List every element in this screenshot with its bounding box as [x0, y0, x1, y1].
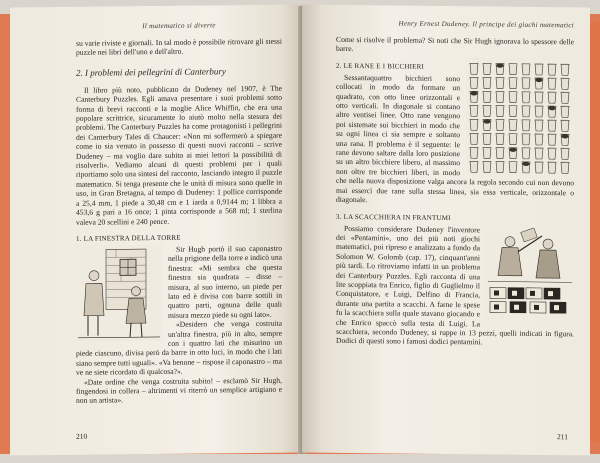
- glass: [535, 120, 543, 131]
- glass: [483, 161, 491, 172]
- problem-1-text-1: Sir Hugh portò il suo caponastro nella prigione della torre e indicò una finestra: «Mi sembra che questa finestra sia quadrata – disse – misura, al suo interno, un piede per lato ed è divisa con barre sottili in quattro parti, ognuna delle quali misura mezzo piede su ogni lato».: [168, 243, 282, 320]
- glass: [535, 162, 543, 173]
- glass: [548, 120, 556, 131]
- problem-3-text: Possiamo considerare Dudeney l'inventore dei «Pentamini», uno dei più noti giochi matematici, poi ripreso e analizzato a fondo da Solomon W. Golomb (cap. 17), cinquant'anni più tardi. Lo ritroviamo infatti in un problema dei Canterbury Puzzles. Egli racconta di una lite scoppiata tra Enrico, figlio di Guglielmo il Conquistatore, e Luigi, Delfino di Francia, durante una partita a scacchi. A farne le spese fu la scacchiera sulla quale stavano giocando e che Enrico spaccò sulla testa di Luigi. La scacchiera, secondo Dudeney, si ruppe in 13 pezzi, quelli indicati in figura. Dodici di questi sono i famosi dodici pentamini.: [336, 223, 574, 347]
- glass: [470, 147, 478, 158]
- glass: [522, 106, 530, 117]
- glass: [509, 63, 517, 74]
- left-page: [10, 4, 302, 455]
- frogs-and-glasses-grid: [466, 57, 574, 176]
- glass: [470, 105, 478, 116]
- glass: [509, 133, 517, 144]
- left-running-head: Il matematico si diverte: [142, 21, 216, 31]
- glass: [561, 148, 569, 159]
- glass: [509, 91, 517, 102]
- question-text: Come si risolve il problema? Si noti che Sir Hugh ignorava lo spessore delle barre.: [336, 34, 574, 54]
- problem-2-text: Sessantaquattro bicchieri sono collocati in modo da formare un quadrato, con otto linee orizzontali e otto verticali. In diagonale si contano altre ventisei linee. Otto rane vengono poi sistemate sui bicchieri in modo che su ogni linea ci sia sempre e soltanto una rana. Il problema è il seguente: le rane devono saltare dalla loro posizione su un altro bicchiere libero, al massimo non oltre tre bicchieri liberi, in modo che nella nuova disposizione valga ancora la regola secondo cui non devono mai essercì due rane sulla stessa linea, sia essa verticale, orizzontale o diagonale.: [336, 72, 574, 205]
- glass: [561, 78, 569, 89]
- glass: [548, 148, 556, 159]
- chessboard-square: [530, 290, 535, 295]
- glass: [522, 120, 530, 131]
- glass: [561, 92, 569, 103]
- glass: [522, 134, 530, 145]
- right-page: [302, 4, 590, 455]
- glass: [509, 77, 517, 88]
- glass: [496, 147, 504, 158]
- glass: [548, 162, 556, 173]
- glass: [496, 161, 504, 172]
- glass: [509, 119, 517, 130]
- glass: [483, 91, 491, 102]
- glass: [535, 64, 543, 75]
- right-page-number: 211: [557, 432, 568, 442]
- tower-window-illustration: [76, 245, 162, 342]
- right-running-head: Henry Ernest Dudeney. Il principe dei giochi matematici: [398, 19, 574, 30]
- glass: [470, 161, 478, 172]
- glass: [548, 134, 556, 145]
- problem-2-title: 2. LE RANE E I BICCHIERI: [336, 61, 425, 71]
- glass: [496, 91, 504, 102]
- glass: [522, 64, 530, 75]
- glass: [483, 77, 491, 88]
- glass: [470, 77, 478, 88]
- glass: [496, 77, 504, 88]
- chessboard-square: [494, 304, 499, 309]
- section-title: 2. I problemi dei pellegrini di Canterbury: [76, 66, 226, 78]
- chessboard-square: [494, 290, 499, 295]
- glass: [548, 64, 556, 75]
- left-intro-text: su varie riviste e giornali. In tal modo è possibile ritrovare gli stessi puzzle nei libri dell'uno e dell'altro.: [76, 36, 282, 58]
- glass: [483, 63, 491, 74]
- glass: [509, 161, 517, 172]
- section-paragraph: Il libro più noto, pubblicato da Dudeney nel 1907, è The Canterbury Puzzles. Egli amava presentare i suoi problemi sotto forma di brevi racconti e la moglie Alice Whiffin, che era una popolare scrittrice, sicuramente lo aiutò molto nella stesura dei problemi. The Canterbury Puzzles ha come protagonisti i pellegrini dei Canterbury Tales di Chaucer: «Non mi soffermerò a spiegare come io sia venuto in possesso di questi nuovi racconti – scrive Dudeney – ma voglio dare subito ai miei lettori la possibilità di risolverli». Vediamo alcuni di questi problemi per i quali riportiamo solo una sintesi del racconto, lasciando integro il puzzle matematico. Si tenga presente che le unità di misura sono quelle in uso, in Gran Bretagna, al tempo di Dudeney: 1 pollice corrisponde a 25,4 mm, 1 piede a 30,48 cm e 1 iarda a 0,9144 m; 1 libbra a 453,6 g pari a 16 once; 1 pinta corrisponde a 568 ml; 1 sterlina valeva 20 scellini e 240 pence.: [76, 83, 282, 227]
- glass: [522, 92, 530, 103]
- glass: [483, 147, 491, 158]
- glass: [535, 92, 543, 103]
- glass: [561, 162, 569, 173]
- glass: [561, 64, 569, 75]
- glass: [483, 133, 491, 144]
- glass: [483, 105, 491, 116]
- chessboard-square: [548, 291, 553, 296]
- chessboard-square: [512, 290, 517, 295]
- problem-3-title: 3. LA SCACCHIERA IN FRANTUMI: [336, 212, 451, 222]
- glass: [470, 63, 478, 74]
- glass: [522, 148, 530, 159]
- chessboard-square: [554, 305, 559, 310]
- glass: [548, 78, 556, 89]
- glass: [561, 120, 569, 131]
- glass: [535, 148, 543, 159]
- broken-chessboard-illustration: [486, 227, 574, 320]
- glass: [509, 105, 517, 116]
- problem-1-title: 1. LA FINESTRA DELLA TORRE: [76, 233, 181, 243]
- glass: [496, 133, 504, 144]
- left-page-number: 210: [76, 431, 88, 441]
- glass: [496, 105, 504, 116]
- glass: [561, 106, 569, 117]
- problem-1-text-2: «Desidero che venga costruita un'altra finestra, più in alto, sempre con i quattro lati che misurino un piede ciascuno, divisa però da barre in otto luci, in modo che i lati siano sempre tutti uguali». «Va benone – rispose il caponastro – ma ve ne siete ricordato di qualcosa?».: [76, 318, 282, 378]
- glass: [535, 134, 543, 145]
- glass: [522, 78, 530, 89]
- problem-1-text-3: «Date ordine che venga costruita subito! – esclamò Sir Hugh, fingendosi in collera – altrimenti vi riterrò un semplice artigiano e non un artista».: [76, 375, 282, 406]
- glass: [470, 119, 478, 130]
- glass: [496, 119, 504, 130]
- glass: [470, 133, 478, 144]
- glass: [535, 106, 543, 117]
- chessboard-square: [534, 304, 539, 309]
- chessboard-square: [514, 304, 519, 309]
- glass: [548, 92, 556, 103]
